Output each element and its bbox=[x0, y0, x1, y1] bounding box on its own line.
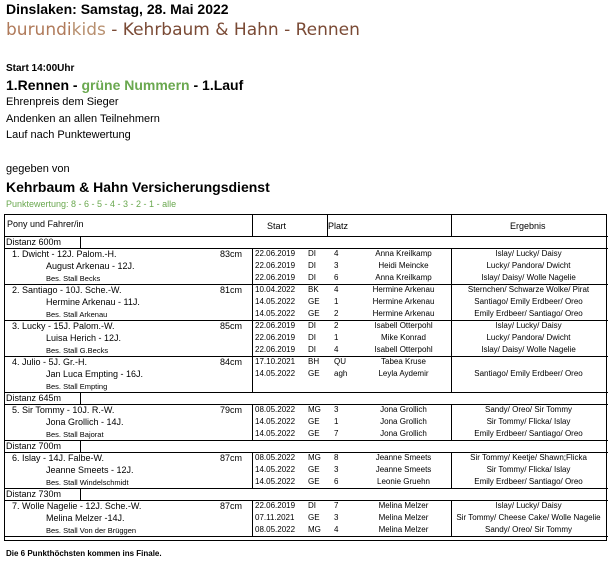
result-outcome: Lucky/ Pandora/ Dwicht bbox=[486, 261, 571, 270]
pony-size: 83cm bbox=[220, 249, 243, 259]
result-date: 14.05.2022 bbox=[255, 417, 296, 426]
distance-label: Distanz 730m bbox=[6, 489, 62, 499]
result-place: 1 bbox=[334, 333, 339, 342]
result-code: MG bbox=[308, 525, 321, 534]
result-place: 3 bbox=[334, 405, 339, 414]
result-driver: Isabell Otterpohl bbox=[374, 321, 433, 330]
result-driver: Anna Kreilkamp bbox=[375, 273, 432, 282]
result-driver: Jona Grollich bbox=[380, 405, 427, 414]
result-code: GE bbox=[308, 513, 320, 522]
stable-name: Bes. Stall Empting bbox=[46, 382, 108, 391]
result-date: 14.05.2022 bbox=[255, 429, 296, 438]
result-code: GE bbox=[308, 429, 320, 438]
pony-size: 85cm bbox=[220, 321, 243, 331]
result-date: 17.10.2021 bbox=[255, 357, 296, 366]
result-date: 14.05.2022 bbox=[255, 297, 296, 306]
result-date: 22.06.2019 bbox=[255, 261, 296, 270]
result-place: 4 bbox=[334, 285, 339, 294]
race-heading-part2: - 1.Lauf bbox=[189, 77, 244, 93]
brand-burundi: burundi bbox=[6, 20, 72, 40]
result-date: 08.05.2022 bbox=[255, 525, 296, 534]
result-place: 4 bbox=[334, 525, 339, 534]
race-heading-part1: 1.Rennen - bbox=[6, 77, 82, 93]
result-date: 22.06.2019 bbox=[255, 345, 296, 354]
result-code: GE bbox=[308, 477, 320, 486]
brand-kids: kids bbox=[71, 20, 106, 40]
result-outcome: Sternchen/ Schwarze Wolke/ Pirat bbox=[467, 285, 590, 294]
stable-name: Bes. Stall Bajorat bbox=[46, 430, 104, 439]
distance-label: Distanz 600m bbox=[6, 237, 62, 247]
result-date: 22.06.2019 bbox=[255, 249, 296, 258]
result-code: DI bbox=[308, 273, 316, 282]
driver-name: Jeanne Smeets - 12J. bbox=[46, 465, 134, 475]
given-by-label: gegeben von bbox=[6, 163, 70, 175]
result-outcome: Santiago/ Emily Erdbeer/ Oreo bbox=[474, 369, 583, 378]
distance-label: Distanz 700m bbox=[6, 441, 62, 451]
result-driver: Melina Melzer bbox=[378, 501, 429, 510]
result-driver: Anna Kreilkamp bbox=[375, 249, 432, 258]
result-driver: Mike Konrad bbox=[381, 333, 426, 342]
result-outcome: Sandy/ Oreo/ Sir Tommy bbox=[485, 405, 572, 414]
result-driver: Isabell Otterpohl bbox=[374, 345, 433, 354]
result-code: GE bbox=[308, 309, 320, 318]
result-date: 14.05.2022 bbox=[255, 309, 296, 318]
result-place: 4 bbox=[334, 345, 339, 354]
result-date: 14.05.2022 bbox=[255, 465, 296, 474]
result-place: 4 bbox=[334, 249, 339, 258]
result-date: 14.05.2022 bbox=[255, 369, 296, 378]
pony-name: 7. Wolle Nagelie - 12J. Sche.-W. bbox=[12, 501, 142, 511]
result-place: 3 bbox=[334, 261, 339, 270]
distance-label: Distanz 645m bbox=[6, 393, 62, 403]
result-driver: Leonie Gruehn bbox=[377, 477, 430, 486]
result-code: BH bbox=[308, 357, 320, 366]
driver-name: Jan Luca Empting - 16J. bbox=[46, 369, 144, 379]
result-code: DI bbox=[308, 249, 316, 258]
sponsor-name: Kehrbaum & Hahn Versicherungsdienst bbox=[6, 179, 270, 195]
result-date: 22.06.2019 bbox=[255, 273, 296, 282]
result-outcome: Sir Tommy/ Flicka/ Islay bbox=[486, 465, 571, 474]
result-driver: Jona Grollich bbox=[380, 429, 427, 438]
result-date: 08.05.2022 bbox=[255, 405, 296, 414]
result-code: MG bbox=[308, 405, 321, 414]
header-ergebnis: Ergebnis bbox=[510, 221, 546, 231]
result-place: QU bbox=[334, 357, 346, 366]
result-driver: Leyla Aydemir bbox=[378, 369, 429, 378]
result-code: GE bbox=[308, 369, 320, 378]
pony-size: 79cm bbox=[220, 405, 243, 415]
result-code: BK bbox=[308, 285, 319, 294]
result-outcome: Sir Tommy/ Keetje/ Shawn;Flicka bbox=[470, 453, 587, 462]
result-code: DI bbox=[308, 333, 316, 342]
result-driver: Melina Melzer bbox=[378, 513, 429, 522]
driver-name: Luisa Herich - 12J. bbox=[46, 333, 122, 343]
stable-name: Bes. Stall G.Becks bbox=[46, 346, 109, 355]
result-place: 2 bbox=[334, 309, 339, 318]
result-outcome: Emily Erdbeer/ Santiago/ Oreo bbox=[474, 309, 583, 318]
result-outcome: Islay/ Lucky/ Daisy bbox=[495, 501, 562, 510]
footnote: Die 6 Punkthöchsten kommen ins Finale. bbox=[6, 549, 162, 558]
result-place: agh bbox=[334, 369, 348, 378]
pony-size: 81cm bbox=[220, 285, 243, 295]
result-place: 2 bbox=[334, 321, 339, 330]
result-date: 08.05.2022 bbox=[255, 453, 296, 462]
result-place: 3 bbox=[334, 465, 339, 474]
result-code: GE bbox=[308, 297, 320, 306]
result-place: 7 bbox=[334, 501, 339, 510]
result-place: 6 bbox=[334, 477, 339, 486]
header-pony: Pony und Fahrer/in bbox=[7, 219, 84, 229]
stable-name: Bes. Stall Von der Brüggen bbox=[46, 526, 137, 535]
results-table bbox=[4, 214, 607, 541]
start-time: Start 14:00Uhr bbox=[6, 63, 75, 74]
result-outcome: Islay/ Daisy/ Wolle Nagelie bbox=[481, 345, 576, 354]
result-code: DI bbox=[308, 345, 316, 354]
result-outcome: Emily Erdbeer/ Santiago/ Oreo bbox=[474, 429, 583, 438]
result-outcome: Islay/ Daisy/ Wolle Nagelie bbox=[481, 273, 576, 282]
result-outcome: Sandy/ Oreo/ Sir Tommy bbox=[485, 525, 572, 534]
result-driver: Hermine Arkenau bbox=[372, 285, 435, 294]
result-outcome: Santiago/ Emily Erdbeer/ Oreo bbox=[474, 297, 583, 306]
result-date: 22.06.2019 bbox=[255, 333, 296, 342]
result-place: 3 bbox=[334, 513, 339, 522]
stable-name: Bes. Stall Arkenau bbox=[46, 310, 108, 319]
pony-name: 6. Islay - 14J. Falbe-W. bbox=[12, 453, 105, 463]
result-outcome: Lucky/ Pandora/ Dwicht bbox=[486, 333, 571, 342]
race-subtitle bbox=[6, 20, 360, 40]
pony-name: 1. Dwicht - 12J. Palom.-H. bbox=[12, 249, 117, 259]
result-date: 14.05.2022 bbox=[255, 477, 296, 486]
race-heading-green: grüne Nummern bbox=[81, 77, 190, 93]
result-code: DI bbox=[308, 261, 316, 270]
result-date: 22.06.2019 bbox=[255, 501, 296, 510]
pony-size: 87cm bbox=[220, 501, 243, 511]
pony-name: 2. Santiago - 10J. Sche.-W. bbox=[12, 285, 122, 295]
info-line-scoring-mode: Lauf nach Punktewertung bbox=[6, 129, 131, 141]
result-date: 22.06.2019 bbox=[255, 321, 296, 330]
result-code: DI bbox=[308, 321, 316, 330]
header-platz: Platz bbox=[328, 221, 349, 231]
result-driver: Heidi Meincke bbox=[378, 261, 429, 270]
result-place: 6 bbox=[334, 273, 339, 282]
header-start: Start bbox=[267, 221, 287, 231]
pony-name: 4. Julio - 5J. Gr.-H. bbox=[12, 357, 88, 367]
result-outcome: Sir Tommy/ Flicka/ Islay bbox=[486, 417, 571, 426]
info-line-prize: Ehrenpreis dem Sieger bbox=[6, 96, 119, 108]
result-driver: Tabea Kruse bbox=[381, 357, 426, 366]
pony-size: 84cm bbox=[220, 357, 243, 367]
result-driver: Melina Melzer bbox=[378, 525, 429, 534]
stable-name: Bes. Stall Windelschmidt bbox=[46, 478, 129, 487]
scoring-scheme: Punktewertung: 8 - 6 - 5 - 4 - 3 - 2 - 1 - alle bbox=[6, 199, 177, 209]
result-place: 7 bbox=[334, 429, 339, 438]
driver-name: Melina Melzer -14J. bbox=[46, 513, 125, 523]
pony-name: 5. Sir Tommy - 10J. R.-W. bbox=[12, 405, 115, 415]
result-outcome: Islay/ Lucky/ Daisy bbox=[495, 249, 562, 258]
result-code: GE bbox=[308, 417, 320, 426]
stable-name: Bes. Stall Becks bbox=[46, 274, 101, 283]
page-title: Dinslaken: Samstag, 28. Mai 2022 bbox=[6, 1, 229, 17]
result-driver: Hermine Arkenau bbox=[372, 309, 435, 318]
result-driver: Jona Grollich bbox=[380, 417, 427, 426]
driver-name: August Arkenau - 12J. bbox=[46, 261, 135, 271]
result-outcome: Islay/ Lucky/ Daisy bbox=[495, 321, 562, 330]
result-date: 10.04.2022 bbox=[255, 285, 296, 294]
result-code: MG bbox=[308, 453, 321, 462]
subtitle-rest: - Kehrbaum & Hahn - Rennen bbox=[105, 20, 360, 40]
result-driver: Jeanne Smeets bbox=[375, 465, 432, 474]
result-code: DI bbox=[308, 501, 316, 510]
pony-size: 87cm bbox=[220, 453, 243, 463]
driver-name: Jona Grollich - 14J. bbox=[46, 417, 124, 427]
result-driver: Hermine Arkenau bbox=[372, 297, 435, 306]
result-place: 8 bbox=[334, 453, 339, 462]
info-line-souvenir: Andenken an allen Teilnehmern bbox=[6, 113, 160, 125]
result-outcome: Emily Erdbeer/ Santiago/ Oreo bbox=[474, 477, 583, 486]
race-heading bbox=[6, 77, 243, 93]
result-code: GE bbox=[308, 465, 320, 474]
driver-name: Hermine Arkenau - 11J. bbox=[46, 297, 140, 307]
result-date: 07.11.2021 bbox=[255, 513, 295, 522]
result-driver: Jeanne Smeets bbox=[375, 453, 432, 462]
result-place: 1 bbox=[334, 297, 339, 306]
result-outcome: Sir Tommy/ Cheese Cake/ Wolle Nagelie bbox=[456, 513, 601, 522]
result-place: 1 bbox=[334, 417, 339, 426]
pony-name: 3. Lucky - 15J. Palom.-W. bbox=[12, 321, 115, 331]
